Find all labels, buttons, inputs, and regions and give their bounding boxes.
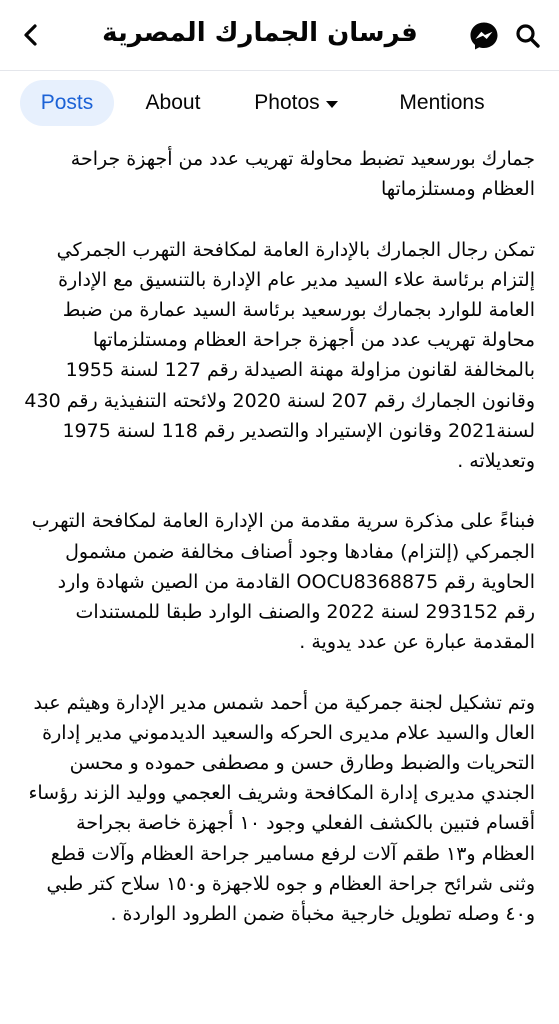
page-title: فرسان الجمارك المصرية — [102, 18, 418, 48]
header-divider — [0, 70, 559, 71]
tab-about[interactable] — [126, 80, 220, 126]
messenger-icon — [468, 20, 500, 52]
messenger-button[interactable] — [466, 18, 502, 54]
tab-posts-label: Posts — [40, 91, 94, 114]
post-paragraph: تمكن رجال الجمارك بالإدارة العامة لمكافحة التهرب الجمركي إلتزام برئاسة علاء السيد مدير عام الإدارة بالتنسيق مع الإدارة العامة للوارد بجمارك بورسعيد برئاسة السيد عمارة من ضبط محاولة تهريب عدد من أجهزة جراحة العظام ومستلزماتها بالمخالفة لقانون مزاولة مهنة الصيدلة رقم 127 لسنة 1955 وقانون الجمارك رقم 207 لسنة 2020 ولائحته التنفيذية رقم 430 لسنة2021 وقانون الإستيراد والتصدير رقم 118 لسنة 1975 وتعديلاته . — [24, 238, 535, 473]
post-paragraph: جمارك بورسعيد تضبط محاولة تهريب عدد من أجهزة جراحة العظام ومستلزماتها — [70, 148, 535, 201]
tab-mentions[interactable] — [378, 80, 506, 126]
tab-photos[interactable] — [236, 80, 356, 126]
search-button[interactable] — [510, 18, 546, 54]
top-bar — [0, 0, 559, 70]
tab-about-label: About — [145, 91, 201, 114]
chevron-left-icon — [21, 23, 41, 47]
post-body — [24, 144, 535, 929]
search-icon — [515, 23, 541, 49]
back-button[interactable] — [14, 18, 48, 52]
tab-photos-label: Photos — [254, 91, 320, 114]
page-tabs — [0, 76, 559, 130]
post-paragraph: فبناءً على مذكرة سرية مقدمة من الإدارة العامة لمكافحة التهرب الجمركي (إلتزام) مفادها وجود أصناف مخالفة ضمن مشمول الحاوية رقم OOCU8368875 القادمة من الصين شهادة وارد رقم 293152 لسنة 2022 والصنف الوارد طبقا للمستندات المقدمة عبارة عن عدد يدوية . — [31, 510, 535, 654]
caret-down-icon — [326, 101, 338, 108]
tab-posts[interactable] — [20, 80, 114, 126]
post-paragraph: وتم تشكيل لجنة جمركية من أحمد شمس مدير الإدارة وهيثم عبد العال والسيد علام مديرى الحركه والسعيد الديدموني مدير إدارة التحريات والضبط وطارق حسن و مصطفى حموده و محسن الجندي مديرى إدارة المكافحة وشريف العجمي ووليد الزند رؤساء أقسام فتبين بالكشف الفعلي وجود ١٠ أجهزة خاصة بجراحة العظام و١٣ طقم آلات لرفع مسامير جراحة العظام وآلات قطع وثنى شرائح جراحة العظام و جوه للاجهزة و١٥٠ سلاح كتر طبي و٤٠ وصله تطويل خارجية مخبأة ضمن الطرود الواردة . — [28, 691, 535, 926]
tab-mentions-label: Mentions — [399, 91, 485, 114]
